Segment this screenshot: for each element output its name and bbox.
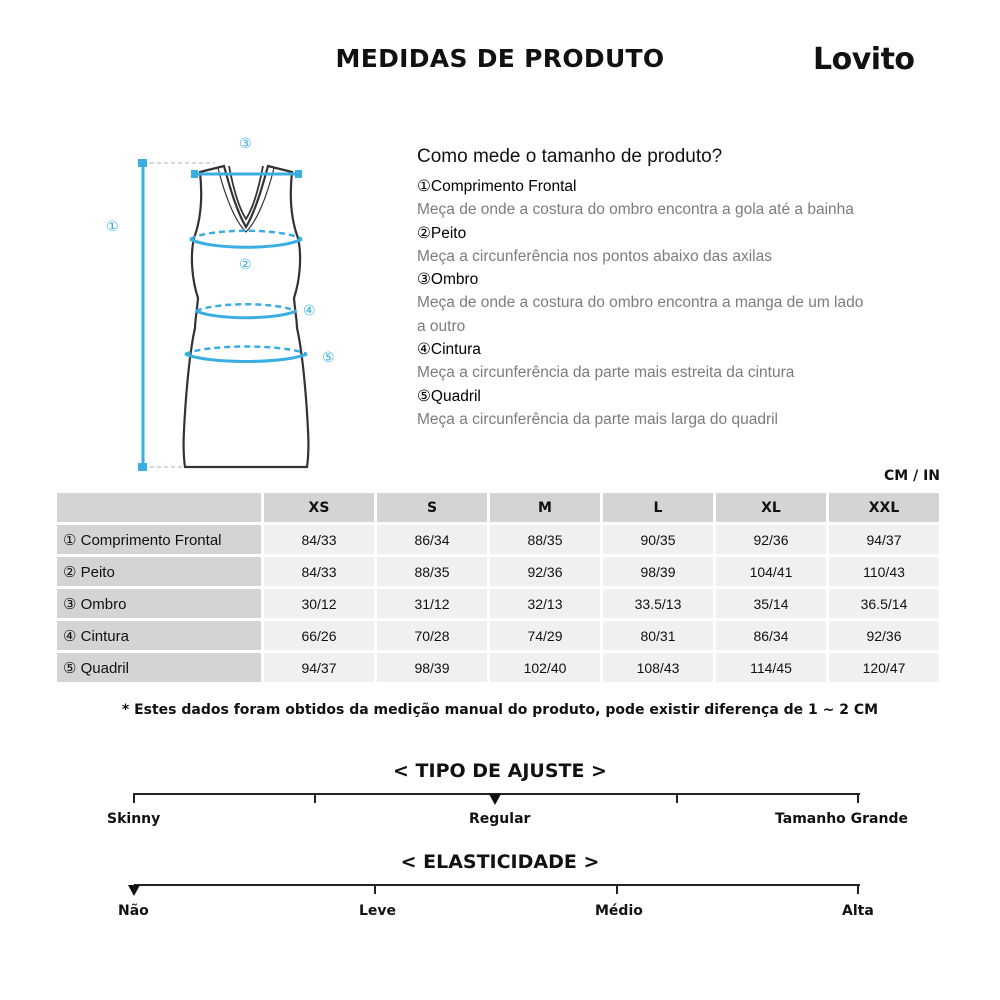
row-label: ② Peito xyxy=(57,557,261,586)
fit-tick xyxy=(133,793,135,803)
guide-item-desc: a outro xyxy=(417,317,466,335)
table-cell: 92/36 xyxy=(829,621,939,650)
guide-item-desc: Meça a circunferência nos pontos abaixo das axilas xyxy=(417,247,772,265)
label-hip: ⑤ xyxy=(322,350,335,366)
table-cell: 35/14 xyxy=(716,589,826,618)
elasticity-label-none: Não xyxy=(118,903,149,919)
guide-item-desc: Meça a circunferência da parte mais estreita da cintura xyxy=(417,364,795,381)
unit-label: CM / IN xyxy=(884,468,940,484)
fit-label-regular: Regular xyxy=(469,811,531,827)
table-cell: 74/29 xyxy=(490,621,600,650)
guide-item-name: ④Cintura xyxy=(417,341,481,358)
table-cell: 36.5/14 xyxy=(829,589,939,618)
fit-scale-title: < TIPO DE AJUSTE > xyxy=(393,760,607,782)
elasticity-scale-title: < ELASTICIDADE > xyxy=(400,851,600,873)
guide-item-front-length xyxy=(417,175,937,222)
guide-item-waist xyxy=(417,338,937,385)
row-label: ④ Cintura xyxy=(57,621,261,650)
table-cell: 104/41 xyxy=(716,557,826,586)
table-cell: 86/34 xyxy=(716,621,826,650)
elasticity-selected-marker xyxy=(128,885,140,896)
row-label: ① Comprimento Frontal xyxy=(57,525,261,554)
table-cell: 98/39 xyxy=(377,653,487,682)
elasticity-tick xyxy=(374,884,376,894)
table-cell: 94/37 xyxy=(829,525,939,554)
table-cell: 88/35 xyxy=(490,525,600,554)
page-title: MEDIDAS DE PRODUTO xyxy=(335,44,665,73)
row-label: ③ Ombro xyxy=(57,589,261,618)
size-header: L xyxy=(603,493,713,522)
guide-item-chest xyxy=(417,222,937,269)
table-row xyxy=(57,557,939,586)
fit-selected-marker xyxy=(489,794,501,805)
table-cell: 90/35 xyxy=(603,525,713,554)
size-table xyxy=(54,490,942,685)
table-cell: 88/35 xyxy=(377,557,487,586)
table-cell: 86/34 xyxy=(377,525,487,554)
size-header: S xyxy=(377,493,487,522)
dress-figure xyxy=(100,130,360,480)
size-header: XXL xyxy=(829,493,939,522)
table-cell: 110/43 xyxy=(829,557,939,586)
table-cell: 98/39 xyxy=(603,557,713,586)
table-header-row xyxy=(57,493,939,522)
table-cell: 92/36 xyxy=(716,525,826,554)
label-waist: ④ xyxy=(303,303,316,319)
guide-item-name: ①Comprimento Frontal xyxy=(417,178,577,195)
table-row xyxy=(57,525,939,554)
row-label: ⑤ Quadril xyxy=(57,653,261,682)
dress-illustration xyxy=(100,130,360,480)
guide-item-shoulder xyxy=(417,268,937,338)
table-cell: 66/26 xyxy=(264,621,374,650)
guide-item-desc: Meça de onde a costura do ombro encontra a manga de um lado xyxy=(417,294,864,311)
table-cell: 80/31 xyxy=(603,621,713,650)
table-cell: 84/33 xyxy=(264,525,374,554)
guide-item-desc: Meça a circunferência da parte mais larga do quadril xyxy=(417,410,778,428)
table-cell: 92/36 xyxy=(490,557,600,586)
size-header: M xyxy=(490,493,600,522)
elasticity-label-medium: Médio xyxy=(595,903,643,919)
table-cell: 32/13 xyxy=(490,589,600,618)
elasticity-label-light: Leve xyxy=(359,903,397,919)
measure-guide xyxy=(417,146,937,431)
size-header: XS xyxy=(264,493,374,522)
brand-logo: Lovito xyxy=(813,42,915,77)
table-cell: 33.5/13 xyxy=(603,589,713,618)
table-cell: 70/28 xyxy=(377,621,487,650)
fit-tick xyxy=(314,793,316,803)
table-row xyxy=(57,653,939,682)
table-cell: 94/37 xyxy=(264,653,374,682)
table-cell: 84/33 xyxy=(264,557,374,586)
label-shoulder: ③ xyxy=(239,136,252,152)
guide-item-name: ③Ombro xyxy=(417,271,479,288)
elasticity-tick xyxy=(616,884,618,894)
fit-label-plus: Tamanho Grande xyxy=(775,811,908,827)
guide-item-desc: Meça de onde a costura do ombro encontra a gola até a bainha xyxy=(417,201,854,218)
fit-label-skinny: Skinny xyxy=(107,811,161,827)
table-cell: 108/43 xyxy=(603,653,713,682)
label-front-length: ① xyxy=(106,219,119,235)
elasticity-tick xyxy=(857,884,859,894)
table-cell: 30/12 xyxy=(264,589,374,618)
guide-item-name: ⑤Quadril xyxy=(417,387,481,405)
table-cell: 114/45 xyxy=(716,653,826,682)
fit-tick xyxy=(676,793,678,803)
guide-title: Como mede o tamanho de produto? xyxy=(417,146,723,167)
fit-tick xyxy=(857,793,859,803)
label-chest: ② xyxy=(239,257,252,273)
elasticity-label-high: Alta xyxy=(842,903,874,919)
size-header: XL xyxy=(716,493,826,522)
table-cell: 31/12 xyxy=(377,589,487,618)
table-row xyxy=(57,621,939,650)
table-corner xyxy=(57,493,261,522)
guide-item-hip xyxy=(417,385,937,432)
table-cell: 120/47 xyxy=(829,653,939,682)
measurement-note: * Estes dados foram obtidos da medição manual do produto, pode existir diferença de 1 ~ 2 CM xyxy=(121,702,879,718)
table-cell: 102/40 xyxy=(490,653,600,682)
elasticity-scale-line xyxy=(134,884,860,886)
table-row xyxy=(57,589,939,618)
guide-item-name: ②Peito xyxy=(417,224,467,242)
